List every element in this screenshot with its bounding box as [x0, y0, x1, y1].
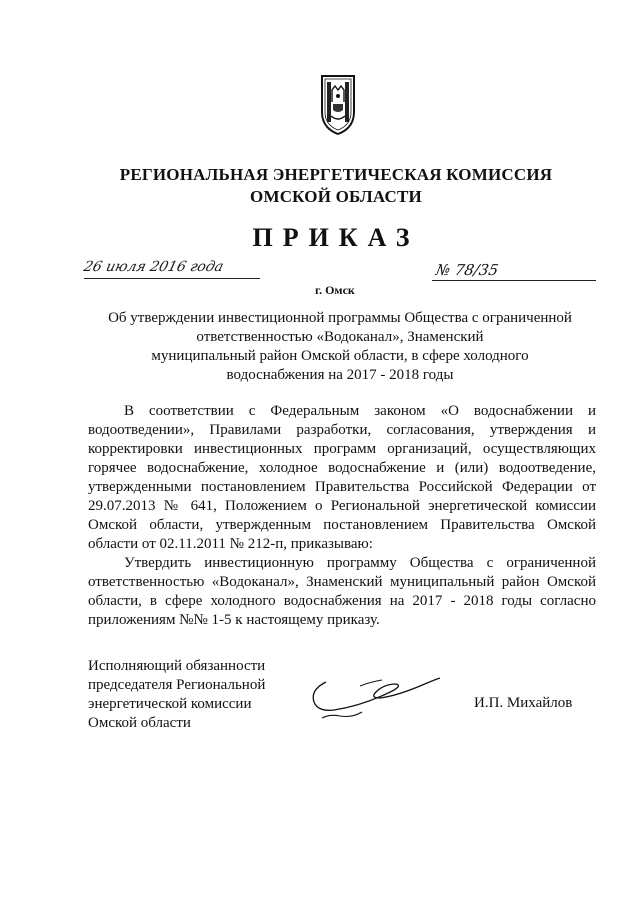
body-paragraph-2-line: области, в сфере холодного водоснабжения на 2017 - 2018 годы согласно [88, 593, 596, 609]
subject-line: водоснабжения на 2017 - 2018 годы [226, 367, 454, 383]
body-paragraph-1-line: В соответствии с Федеральным законом «О водоснабжении и [124, 403, 596, 419]
body-paragraph-2-line: Утвердить инвестиционную программу Общества с ограниченной [124, 555, 596, 571]
coat-of-arms-icon [318, 72, 358, 136]
handwritten-date: 26 июля 2016 года [82, 259, 226, 275]
body-paragraph-1-line: водоотведении», Правилами разработки, согласования, утверждения и [88, 422, 596, 438]
number-underline [432, 280, 596, 281]
city-label: г. Омск [315, 283, 355, 297]
body-paragraph-1-line: области от 02.11.2011 № 212-п, приказываю: [88, 536, 373, 552]
organization-name-line-2: ОМСКОЙ ОБЛАСТИ [250, 187, 422, 206]
document-type-title: ПРИКАЗ [252, 223, 420, 252]
body-paragraph-2-line: приложениям №№ 1-5 к настоящему приказу. [88, 612, 380, 628]
signatory-position-line: председателя Региональной [88, 677, 266, 693]
handwritten-signature-icon [300, 666, 450, 726]
body-paragraph-1-line: Омской области, утвержденным постановлением Правительства Омской [88, 517, 596, 533]
subject-line: ответственностью «Водоканал», Знаменский [196, 329, 484, 345]
body-paragraph-2-line: ответственностью «Водоканал», Знаменский муниципальный район Омской [88, 574, 596, 590]
date-underline [84, 278, 260, 279]
signer-name: И.П. Михайлов [474, 695, 573, 711]
signatory-position-line: энергетической комиссии [88, 696, 252, 712]
handwritten-order-number: № 78/35 [434, 261, 500, 279]
body-paragraph-1-line: корректировки инвестиционных программ организаций, осуществляющих [88, 441, 596, 457]
organization-name-line-1: РЕГИОНАЛЬНАЯ ЭНЕРГЕТИЧЕСКАЯ КОМИССИЯ [119, 165, 553, 184]
body-paragraph-1-line: горячее водоснабжение, холодное водоснабжение и (или) водоотведение, [88, 460, 596, 476]
body-paragraph-1-line: утвержденными постановлением Правительства Российской Федерации от [88, 479, 596, 495]
subject-line: муниципальный район Омской области, в сфере холодного [151, 348, 529, 364]
signatory-position-line: Омской области [88, 715, 191, 731]
signatory-position-line: Исполняющий обязанности [88, 658, 266, 674]
body-paragraph-1-line: 29.07.2013 № 641, Положением о Региональной энергетической комиссии [88, 498, 596, 514]
subject-line: Об утверждении инвестиционной программы Общества с ограниченной [108, 310, 572, 326]
